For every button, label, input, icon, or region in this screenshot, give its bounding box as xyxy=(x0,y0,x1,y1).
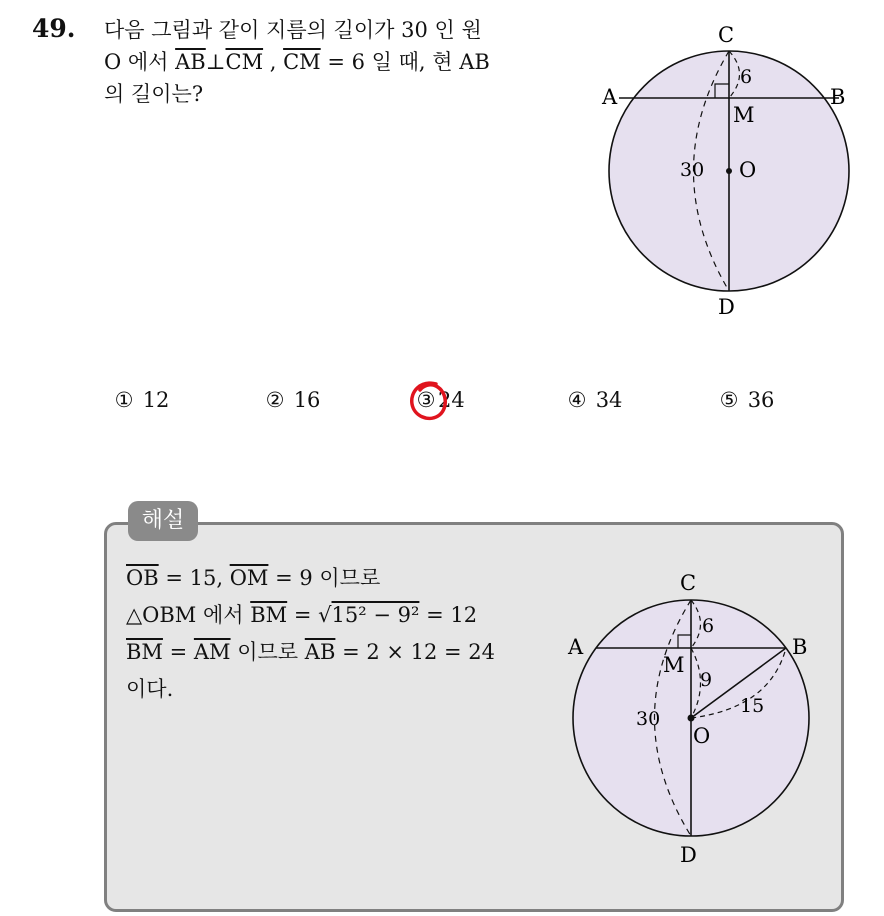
center-point-o xyxy=(688,715,695,722)
label-o: O xyxy=(693,724,711,748)
label-d: D xyxy=(680,843,697,867)
segment-cm: $\overline{CM}$ xyxy=(283,50,321,74)
question-line-2: O 에서 $\overline{AB}\perp\overline{CM}$ , $\overline{CM} = 6$ 일 때, 현 AB xyxy=(104,50,490,74)
label-a: A xyxy=(602,85,618,109)
label-o: O xyxy=(739,158,757,182)
label-6: 6 xyxy=(702,615,715,637)
label-b: B xyxy=(792,635,808,659)
choice-1[interactable]: ① 12 xyxy=(114,388,170,412)
solution-figure xyxy=(560,568,830,878)
question-line-1: 다음 그림과 같이 지름의 길이가 30 인 원 xyxy=(104,18,482,42)
segment-cm: $\overline{CM}$ xyxy=(225,50,264,74)
center-point-o xyxy=(726,168,732,174)
question-number: 49. xyxy=(32,14,76,43)
choice-2[interactable]: ② 16 xyxy=(265,388,321,412)
label-15: 15 xyxy=(740,695,765,717)
label-d: D xyxy=(718,295,735,319)
choice-3[interactable]: ③ 24 xyxy=(414,388,465,412)
question-line-3: 의 길이는? xyxy=(104,82,204,106)
question-text xyxy=(104,14,584,110)
label-6: 6 xyxy=(740,66,753,88)
label-b: B xyxy=(830,85,846,109)
label-9: 9 xyxy=(700,669,713,691)
label-a: A xyxy=(568,635,584,659)
solution-line-3: $\overline{BM} = \overline{AM}$ 이므로 $\overline{AB} = 2 \times 12 = 24$ xyxy=(126,640,496,664)
solution-tag: 해설 xyxy=(128,501,198,541)
label-30: 30 xyxy=(680,159,705,181)
answer-choices xyxy=(112,388,852,422)
label-m: M xyxy=(733,103,755,127)
choice-4[interactable]: ④ 34 xyxy=(567,388,623,412)
choice-5[interactable]: ⑤ 36 xyxy=(719,388,775,412)
label-30: 30 xyxy=(636,708,661,730)
label-m: M xyxy=(663,653,685,677)
solution-line-2: △OBM 에서 $\overline{BM} = √15^2 - 9^2 = 12$ xyxy=(126,603,478,627)
solution-line-4: 이다. xyxy=(126,677,174,701)
solution-line-1: $\overline{OB} = 15$, $\overline{OM} = 9$ 이므로 xyxy=(126,566,381,590)
label-c: C xyxy=(718,23,735,47)
solution-text xyxy=(126,560,566,708)
question-figure xyxy=(598,16,868,326)
label-c: C xyxy=(680,571,697,595)
segment-ab: $\overline{AB}$ xyxy=(175,50,206,74)
